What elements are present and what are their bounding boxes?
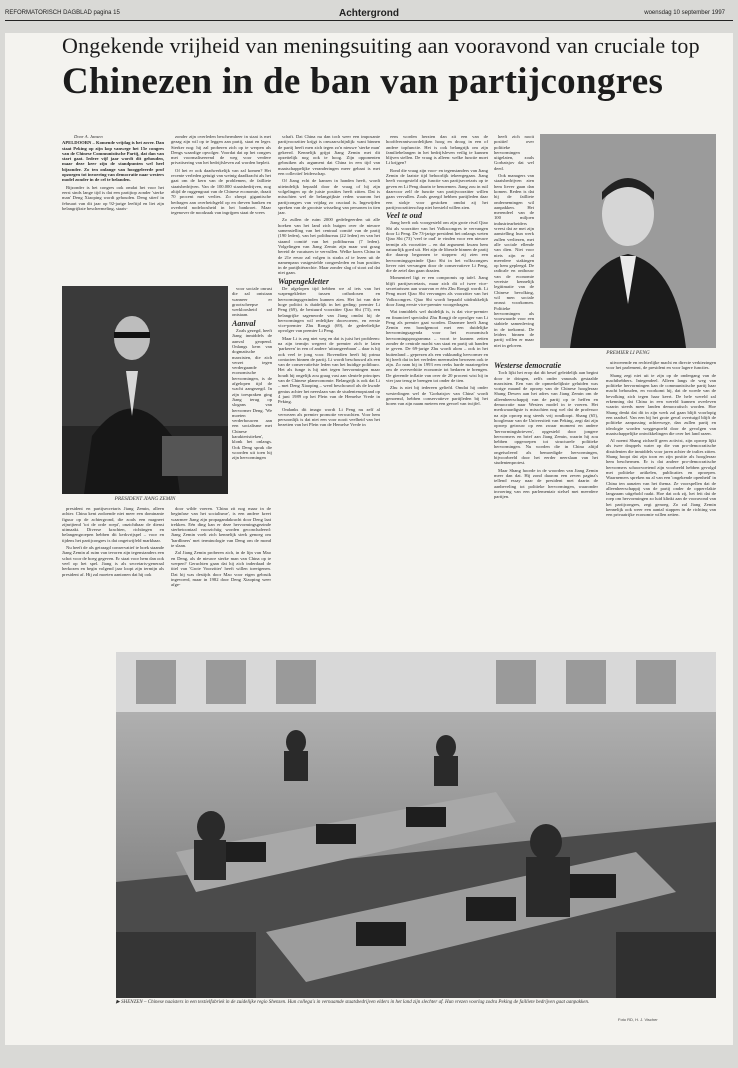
col5-para: Ook managers van staatsbedrijven zien hem liever gaan dan komen. Reden is dat hij de failliete ondernemingen wil aanpakken. Het merendeel van de 100 miljoen industriearbeiders vreest dat ze met zijn aanstelling hun werk zullen verliezen, met alle sociale ellende van dien. Niet voor niets zijn er al meerdere stakingen op hem gepleegd. De radicale en onthouw van de economie vereiste kennelijk legitimatie van de Chinese bevolking, wil men sociale onrust voorkomen. Politieke hervormingen als voorwaarde voor een stabiele samenleving in de toekomst. De leiders binnen de partij willen er maar niet in geloven. bbox=[494, 173, 534, 348]
col3-para: Zo zullen de ruim 2000 gedelegeerden uit alle hoeken van het land zich buigen over de nieuwe samenstelling van het centraal comité van de partij (190 leden), van het politbureau (22 leden) en van het staand comité van het politbureau (7 leden). Volgelingen van Jiang Zemin zijn maar wat graag bereid de vacatures te vervullen. Welke koers China in de 21e eeuw zal volgen is straks af te lezen uit de namenpasn vastgestelde congresleden en hun posities in de partijhiërarchie. Maar zonder slag of stoot zal dat niet gaan. bbox=[278, 217, 380, 276]
col3-para: schaft. Dat China nu dan toch weer een imposante partijvoorzitter krijgt is onwaarschijnlijk: want binnen de partij heeft men zich tegen zo'n nieuwe 'sterke man' gekeerd. Kennelijk grijpt Jiang Zemin met dit opzettelijk nog ook te hoog. Zijn opponenten gebruiken als argument dat China in een tijd van maatschappelijke veranderingen meer gebaat is met een collectief leiderschap. bbox=[278, 134, 380, 177]
column-2-bottom bbox=[171, 506, 271, 589]
photo-textile-factory bbox=[116, 652, 716, 998]
article-title: Chinezen in de ban van partijcongres bbox=[62, 61, 664, 102]
col4-para: Momenteel ligt er een compromis op tafel. Jiang blijft partijsecretaris, maar zich dit of twee vice-secretarissen aan waarvan er één Zhu Rongji wordt. Li Peng moet Qiao Shi vervangen als voorzitter van het Volkscongres. Qiao Shi wordt bepaald uitdrukkelijk door Jiang eerste vice-premier voorgedragen. bbox=[386, 275, 488, 307]
col6-para: Al noemt Shang zichzelf geen activist, zijn oproep lijkt als twee druppels water op die van pro-democratische dissidenten die inmiddels voor jaren achter de tralies zitten. Shang hoopt dat zijn toon en zijn positie als hoogleraar hem beschermen. Er is dat andere pro-democratische hervormers schoorvoetend zijn voorbeeld hebben gevolgd met politieke artikelen, publicaties en oproepen. Waarnemers spreken nu al van een 'ongekende openheid' in China ten aanzien van het thema. Ze voorspellen dat de alleenheerschappij van de partij onder de oppervlakte langzaam uitgehold raakt. Hoe dat ook zij, het feit dat de roep om hervormingen zo luid klinkt aan de vooravond van het partijcongres, zegt genoeg. Zo zal Jiang Zemin kennelijk ook weer een aantal stappen in de richting van een privaatrijke economie willen zetten. bbox=[606, 438, 716, 518]
caption-li: PREMIER LI PENG bbox=[606, 350, 650, 356]
header-section: Achtergrond bbox=[339, 8, 399, 19]
factory-scene-graphic bbox=[116, 652, 716, 998]
caption-factory: ▶ SHENZEN – Chinese naaisters in een textielfabriek in de zuidelijke regio Shenzen. Hun collega's in vernaamde staatsbedrijven elders in het land zijn slechter af. Hun vrezen voorlag zodra Peking de failliete bedrijven gaat aanpakken. bbox=[116, 1000, 590, 1005]
col3-para: Of Jiang echt de kansen in handen heeft, wordt uiteindelijk bepaald door de vraag of hij zijn volgelingen op de juiste posities heeft zitten. Dat is misschien wel de belangrijkste reden waarom het partijcongres van vrijdag zo cruciaal is. Ingewijden spreken van de grootste wisseling van personen in tien jaar. bbox=[278, 178, 380, 216]
column-1 bbox=[62, 134, 164, 213]
photo-jiang-zemin bbox=[62, 286, 228, 494]
article-lead: APELDOORN – Komende vrijdag is het zover. Dan staat Peking op zijn kop vanwege het 15e congres van de Chinese Communistische Partij, dat dan van start gaat. Iedere vijf jaar wordt dit gehouden, maar deze keer zijn de standpunten wel heel bijzonder. Zo ten onlange van hooggeleerde prof opzoegen tot invoering van democratie naar westers model zonder in de cel te belanden. bbox=[62, 140, 164, 183]
header-rule bbox=[5, 20, 733, 21]
col3-para: De afgelopen tijd hebben we al iets van het wapengekletter tussen orthodoxen en hervormingsgezinden kunnen zien. Het lot van drie hoge politici is duidelijk in het geding: premier Li Peng (69), de bestuurd voorzitter Qiao Shi (73), een belangrijke sageneorde van Jiang omdat hij de hervormingen wil redelijker doorvoeren, en eerste vice-premier Zhu Rongji (69), de gedeeltelijke opvolger van premier Li Peng. bbox=[278, 286, 380, 334]
col1-para: president en partijsecretaris Jiang Zemin, alleen achter. China kent zodoende niet meer een dominante figuur op de achtergrond, die zoals een magneet zijnrijtend 'tot de orde roept', onzichtbaar de dienst uitmaakt. Diverse krachten, richtingen en belangengroepen hebben dit kerkvrijspel – voor en tijdens het partijcongres is dat ongetwijfeld markbaar. bbox=[62, 506, 164, 543]
col4-para: Wat inmiddels wel duidelijk is, is dat vice-premier en financieel specialist Zhu Rongji de opvolger van Li Peng als premier gaat worden. Daarmee heeft Jiang Zemin een bondgenoot met een duidelijke hervormingsagenda voor het economisch hervormingsprogramma – voort te kunnen zetten zonder de centrale macht van staat en partij uit handen te geven. De 69-jarige Zhu wordt alom – ook in het buitenland – geprezen als een vakkundig hervormer en hij heeft dat in het verleden meermalen bewezen ook te zijn. Zo nam hij in 1993 een reeks harde maatregelen om de oververhitte economie tot bedaren te brengen. De gierende inflatie van over de 20 procent wist hij in vier jaar terug te brengen tot onder de tien. bbox=[386, 309, 488, 384]
header-paper-page: REFORMATORISCH DAGBLAD pagina 15 bbox=[5, 10, 120, 16]
col2-para: Of het er ook daadwerkelijk van zal komen? Het recente verleden getuigt van weinig daadkracht als het gaat om de kern van de problemen, de failliete staatsbedrijven. Van de 100.000 staatsbedrijven, nog altijd de ruggengraat van de Chinese economie, draait 70 procent met verlies. Zo zherpt gigantische bedragen aan overheidsgeld op en dreven banken en overheid nodeloosheid in het bankroet. Maar tegenover de noodzaak van ingrijpen staat de vrees bbox=[171, 167, 271, 216]
column-6 bbox=[606, 360, 716, 520]
col4-para: Zhu is niet bij iedereen geliefd. Omdat hij onder westerlingen wel de 'Gorbatsjov van China' wordt genoemd, hebben conservatieve partijleden bij het horen van zijn naam meteen een gevoel van twijfel. bbox=[386, 385, 488, 407]
col6-para: uitvoerende en rechterlijke macht en directe verkiezingen voor het parlement, de president en voor lagere functies. bbox=[606, 360, 716, 371]
caption-jiang: PRESIDENT JIANG ZEMIN bbox=[114, 496, 176, 502]
column-2-top bbox=[171, 134, 271, 217]
col2-para: Zoals gezegd, heeft Jiang inmiddels de aanval geopend. Onlangs kern van dogmatische marxisten, die zich verzet tegen verdergaande economische hervormingen, is de afgelopen tijd de wacht aangezegd. In zijn toespraken ging Jiang terug op slogans van hervormer Deng. 'We moeten verderbouwen aan een socialisme met Chinese karakteristieken', klonk het onlangs. Ook Deng sprak die woorden uit toen hij zijn hervormingen bbox=[232, 328, 272, 461]
column-2-narrow bbox=[232, 286, 272, 463]
subhead-wapengekletter: Wapengekletter bbox=[278, 276, 329, 286]
portrait-li-graphic bbox=[540, 134, 716, 348]
subhead-veel-te-oud: Veel te oud bbox=[386, 211, 422, 221]
col1-para: Bijzonder is het congres ook omdat het voor het eerst sinds lange tijd is dat een partijtop zonder 'sterke man' Deng Xiaoping wordt gehouden. Deng stierf in februari van dit jaar op 92-jarige leeftijd en liet zijn belangrijkste beschermeling, staats- bbox=[62, 184, 164, 211]
column-3 bbox=[278, 134, 380, 430]
col5-para: heeft zich nooit positief over politieke hervormingen uitgelaten, zoals Gorbatsjov dat wel deed. bbox=[494, 134, 534, 171]
photo-credit: Foto RD, H. J. Vischer bbox=[618, 1017, 658, 1022]
col2-para: zonder zijn overleden beschermheer in staat is met gezag zijn wil op te leggen aan partij, staat en leger. Sterker nog: hij zal proberen zich op te werpen als Dengs waardige opvolger. Voordat dat op het congres met voormaliseerend de weg voor verdere privatisering van het bedrijfsleven zal worden bepleit. bbox=[171, 134, 271, 166]
col1-para: Nu heeft de als getraagd conservatief te boek staande Jiang Zemin al ruim van tevoren zijn tegenstanders een schot voor de boeg gegeven. Er staat voor hem dan ook veel op het spel. Jiang is als secretaris-generaal herkozen en begin volgend jaar loopt zijn termijn als president af. Hij zal moeten aantonen dat hij ook bbox=[62, 545, 164, 577]
column-4 bbox=[386, 134, 488, 409]
col3-para: Maar Li is zeg niet weg en dat is juist het probleem: na zijn termijn wegeert de premier zich te laten 'parkeren' in een of andere 'uitrangeerbaan' – daar is hij ook veel te jong voor. Bovendien heeft hij prima contacten binnen de partij. Li wordt beschouwd als een van de conservatiefste leden van het huidige politburo. Het als funge is hij niet tegen hervormingen maar houdt hij ongelijk zou graag vast aan sleutele principes van de Chinese planeconomie. Belangrijk is ook dat Li – met Deng Xiaoping – werd beschouwd als de kwade genius achter het neerslaan van de studentenopstand op 4 juni 1989 op het Plein van de Hemelse Vrede in Peking. bbox=[278, 335, 380, 405]
col5-para: Toch lijkt het erop dat dit besef geleidelijk aan begint door te dringen, zelfs onder vanouds gestaalde marxisten. Een van de opmerkelijkste geluiden was vorige maand de oproep van de Chinese hoogleraar Shang Dewen aan het adres van Jiang Zemin om de alleenheerschappij van de partij op te heffen en democratie naar Westers model in te voeren. Het merkwaardigste is misschien nog wel dat de professor na zijn oproep nog steeds vrij rondloopt. Shang (65), hoogleraar van de Universiteit van Peking, zegt dat zijn oproep getrouw op een zwaar moment en andere 'hervormingsbrieven', opgesteld door jongere hervormers en brief aan Jiang Zemin, waarin hij zou hebben opgeroepen tot structurele politieke hervormingen. Nu worden die in China altijd ongeïsoleerd als bemoedigde hervormingen, bijvoorbeeld door het eerder neerslaan van het studentenprotest. bbox=[494, 370, 598, 466]
col4-para: Jiang heeft ook voorgesteld om zijn grote rival Qiao Shi als voorzitter van het Volkscongres te vervangen door Li Peng. De 73-jarige president het onlangs weten Qiao Shi (73) 'veel te oud' te vinden voor een nieuwe termijn als voorzitter – en dat argument kwam hem natuurlijk goed uit. Het zijn de liberale binnen de partij die daarop begonnen te stoppen: zij zien een hervormingsgezinde Qiao Shi in het volkscongres liever niet vervangen door de conservatieve Li Peng, die de zetel dan gaan draaien. bbox=[386, 220, 488, 274]
column-5-narrow bbox=[494, 134, 534, 350]
article-author: Door A. Jansen bbox=[74, 134, 103, 139]
column-5 bbox=[494, 360, 598, 501]
article-kicker: Ongekende vrijheid van meningsuiting aan vooravond van cruciale top bbox=[62, 33, 700, 58]
portrait-jiang-graphic bbox=[62, 286, 228, 494]
col3-para: Ondanks dit imago wordt Li Peng nu zelf al verwezen als premier promotie verwachten. Voor hem persoonlijk is dat niet een voor nooit veelheid van het bezetten van het Plein van de Hemelse Vrede in bbox=[278, 406, 380, 428]
col6-para: Shang zegt niet uit te zijn op de ondergang van de machthebbers. Integendeel. Alleen langs de weg van politieke hervormingen kan de communistische partij haar macht behouden, en voorkomt hij, dat de woede van de bevolking zich tegen haar keert. De hele wereld zal erkenning dat China in een wereld kunnen overleven waarin steeds meer landen democratisch worden. Hoe Shang denkt dat dit in zijn werk zal gaan blijft voorlopig een raadsel. Van een bij het grote geval overtuigd blijft de politieke aanpassing achterwege, dan zullen partij en ideologie worden weggespoeld door de gevolgen van maatschappelijke ontwikkelingen die over het land razen. bbox=[606, 372, 716, 436]
col4-para: eens worden herzien dan zit een van de hoofdverantwoordelijken hoog en droog in een of andere topfunctie. Het is ook belangrijk om zijn familiebelangen in het bedrijfsleven veilig te kunnen blijven stellen. De vraag is alleen: welke functie moet Li krijgen? bbox=[386, 134, 488, 166]
col2-para: Zal Jiang Zemin proberen zich, in de lijn van Mao en Deng, als de nieuwe sterke man van China op te werpen? Geruchten gaan dat hij zich inderdaad de titel van 'Grote Voorzitter' heeft willen toeeigenen. Dat hij was destijds door Mao voor eigen gebruik ingevoerd, maar in 1982 door Deng Xiaoping weer afge- bbox=[171, 550, 271, 588]
col2-para: voor sociale onrust die zal ontstaan wanneer er grootscheepse werkloosheid zal ontstaan. bbox=[232, 286, 272, 318]
photo-li-peng bbox=[540, 134, 716, 348]
col2-para: door wilde voeren. 'China zit nog maar in de beginfase van het socialisme', is een andere kreet waarmee Jiang zijn propagandakracht door Deng laat trekken. Eén ding kan er deze hervormingsgezinde sterbetoontaal voorzichtig worden geconcludeerd: Jiang Zemin voelt zich kennelijk sterk genoeg om 'hardliners' met terminologie van Deng om de mond te slaan. bbox=[171, 506, 271, 549]
header-date: woensdag 10 september 1997 bbox=[644, 10, 725, 16]
col4-para: Rond die vraag zijn voor- en tegenstanders van Jiang Zemin de laatste tijd behoorlijk tekeergegaan. Jiang heeft voorgesteld zijn functie van partijsecretaris op te geven en Li Peng daarin te benoemen. Jiang zou in ruil daarvoor zelf de functie van partijvoorzitter willen gaan vervullen. Zoals gezegd hebben partijleden daar een stokje voor gestoken omdat zij het partijvoorzitterschap niet hersteld willen zien. bbox=[386, 167, 488, 210]
subhead-aanval: Aanval bbox=[232, 318, 256, 328]
subhead-westerse-democratie: Westerse democratie bbox=[494, 361, 562, 370]
col5-para: Maar Shang hoorde in de woorden van Jiang Zemin meer dan dat. Hij zond daarom een zeven pagina's tellend essay naar de president met daarin de aanbeveling tot politieke hervormingen, waaronder invoering van een parlementair stelsel met meerdere partijen. bbox=[494, 467, 598, 500]
column-1-bottom bbox=[62, 506, 164, 579]
